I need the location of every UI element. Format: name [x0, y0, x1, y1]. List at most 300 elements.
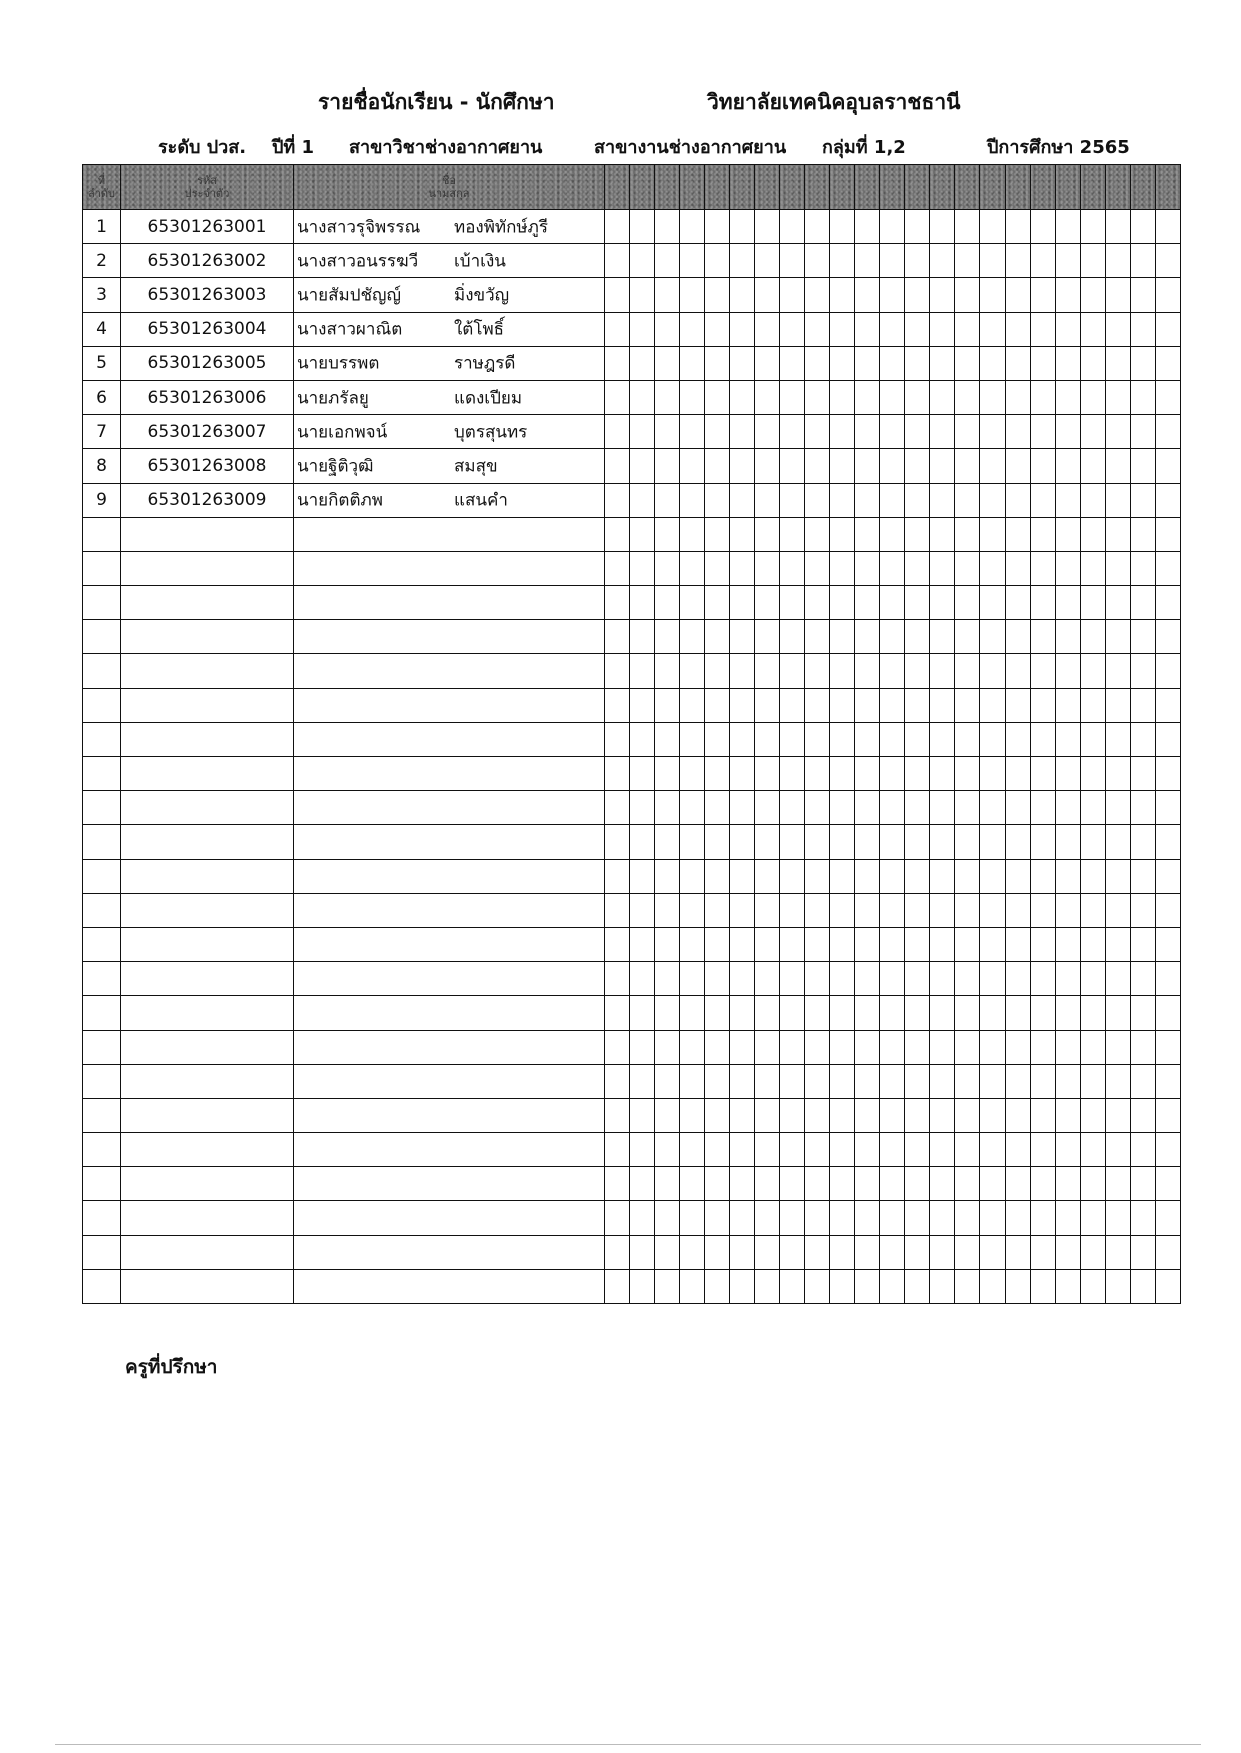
mark-cell[interactable]	[830, 244, 855, 278]
mark-cell[interactable]	[605, 825, 630, 859]
mark-cell[interactable]	[880, 1201, 905, 1235]
mark-cell[interactable]	[880, 859, 905, 893]
mark-cell[interactable]	[730, 346, 755, 380]
mark-cell[interactable]	[1105, 210, 1130, 244]
mark-cell[interactable]	[1030, 757, 1055, 791]
mark-cell[interactable]	[780, 517, 805, 551]
mark-cell[interactable]	[805, 483, 830, 517]
mark-cell[interactable]	[730, 1030, 755, 1064]
mark-cell[interactable]	[755, 1098, 780, 1132]
mark-cell[interactable]	[1055, 859, 1080, 893]
mark-cell[interactable]	[855, 278, 880, 312]
mark-cell[interactable]	[780, 551, 805, 585]
mark-cell[interactable]	[980, 620, 1005, 654]
mark-cell[interactable]	[855, 962, 880, 996]
mark-cell[interactable]	[1105, 859, 1130, 893]
mark-cell[interactable]	[1030, 1064, 1055, 1098]
mark-cell[interactable]	[855, 517, 880, 551]
mark-cell[interactable]	[1130, 962, 1155, 996]
mark-cell[interactable]	[1005, 722, 1030, 756]
mark-cell[interactable]	[630, 996, 655, 1030]
mark-cell[interactable]	[755, 517, 780, 551]
mark-cell[interactable]	[1005, 1098, 1030, 1132]
mark-cell[interactable]	[780, 415, 805, 449]
mark-cell[interactable]	[1030, 346, 1055, 380]
mark-cell[interactable]	[780, 1235, 805, 1269]
mark-cell[interactable]	[955, 449, 980, 483]
mark-cell[interactable]	[880, 244, 905, 278]
mark-cell[interactable]	[955, 825, 980, 859]
mark-cell[interactable]	[705, 517, 730, 551]
mark-cell[interactable]	[930, 688, 955, 722]
mark-cell[interactable]	[905, 586, 930, 620]
mark-cell[interactable]	[1005, 1064, 1030, 1098]
mark-cell[interactable]	[805, 927, 830, 961]
mark-cell[interactable]	[655, 517, 680, 551]
mark-cell[interactable]	[705, 825, 730, 859]
mark-cell[interactable]	[705, 1167, 730, 1201]
mark-cell[interactable]	[930, 483, 955, 517]
mark-cell[interactable]	[730, 927, 755, 961]
mark-cell[interactable]	[680, 1201, 705, 1235]
mark-cell[interactable]	[1055, 1098, 1080, 1132]
mark-cell[interactable]	[1155, 551, 1180, 585]
mark-cell[interactable]	[955, 722, 980, 756]
mark-cell[interactable]	[830, 1201, 855, 1235]
mark-cell[interactable]	[1130, 996, 1155, 1030]
mark-cell[interactable]	[1055, 1030, 1080, 1064]
mark-cell[interactable]	[805, 996, 830, 1030]
mark-cell[interactable]	[630, 210, 655, 244]
mark-cell[interactable]	[705, 1235, 730, 1269]
mark-cell[interactable]	[605, 962, 630, 996]
mark-cell[interactable]	[880, 1269, 905, 1303]
mark-cell[interactable]	[880, 757, 905, 791]
mark-cell[interactable]	[930, 312, 955, 346]
mark-cell[interactable]	[905, 483, 930, 517]
mark-cell[interactable]	[830, 483, 855, 517]
mark-cell[interactable]	[730, 1235, 755, 1269]
mark-cell[interactable]	[1105, 380, 1130, 414]
mark-cell[interactable]	[980, 927, 1005, 961]
mark-cell[interactable]	[1005, 996, 1030, 1030]
mark-cell[interactable]	[630, 380, 655, 414]
mark-cell[interactable]	[605, 1064, 630, 1098]
mark-cell[interactable]	[930, 791, 955, 825]
mark-cell[interactable]	[1130, 210, 1155, 244]
mark-cell[interactable]	[1105, 722, 1130, 756]
mark-cell[interactable]	[605, 927, 630, 961]
mark-cell[interactable]	[605, 1167, 630, 1201]
mark-cell[interactable]	[680, 688, 705, 722]
mark-cell[interactable]	[1155, 483, 1180, 517]
mark-cell[interactable]	[880, 825, 905, 859]
mark-cell[interactable]	[905, 1269, 930, 1303]
mark-cell[interactable]	[780, 996, 805, 1030]
mark-cell[interactable]	[855, 1133, 880, 1167]
mark-cell[interactable]	[830, 312, 855, 346]
mark-cell[interactable]	[905, 380, 930, 414]
mark-cell[interactable]	[1055, 210, 1080, 244]
mark-cell[interactable]	[1130, 517, 1155, 551]
mark-cell[interactable]	[1055, 1133, 1080, 1167]
mark-cell[interactable]	[855, 210, 880, 244]
mark-cell[interactable]	[630, 586, 655, 620]
mark-cell[interactable]	[980, 380, 1005, 414]
mark-cell[interactable]	[1155, 415, 1180, 449]
mark-cell[interactable]	[1030, 722, 1055, 756]
mark-cell[interactable]	[855, 449, 880, 483]
mark-cell[interactable]	[1080, 346, 1105, 380]
mark-cell[interactable]	[930, 893, 955, 927]
mark-cell[interactable]	[630, 893, 655, 927]
mark-cell[interactable]	[855, 996, 880, 1030]
mark-cell[interactable]	[980, 483, 1005, 517]
mark-cell[interactable]	[755, 346, 780, 380]
mark-cell[interactable]	[980, 312, 1005, 346]
mark-cell[interactable]	[705, 346, 730, 380]
mark-cell[interactable]	[730, 449, 755, 483]
mark-cell[interactable]	[1055, 244, 1080, 278]
mark-cell[interactable]	[905, 825, 930, 859]
mark-cell[interactable]	[880, 620, 905, 654]
mark-cell[interactable]	[605, 996, 630, 1030]
mark-cell[interactable]	[655, 757, 680, 791]
mark-cell[interactable]	[855, 859, 880, 893]
mark-cell[interactable]	[980, 210, 1005, 244]
mark-cell[interactable]	[1080, 380, 1105, 414]
mark-cell[interactable]	[805, 380, 830, 414]
mark-cell[interactable]	[1080, 757, 1105, 791]
mark-cell[interactable]	[1105, 483, 1130, 517]
mark-cell[interactable]	[955, 1064, 980, 1098]
mark-cell[interactable]	[705, 757, 730, 791]
mark-cell[interactable]	[1055, 380, 1080, 414]
mark-cell[interactable]	[955, 483, 980, 517]
mark-cell[interactable]	[805, 654, 830, 688]
mark-cell[interactable]	[605, 722, 630, 756]
mark-cell[interactable]	[1130, 586, 1155, 620]
mark-cell[interactable]	[980, 1201, 1005, 1235]
mark-cell[interactable]	[905, 449, 930, 483]
mark-cell[interactable]	[630, 1098, 655, 1132]
mark-cell[interactable]	[1155, 654, 1180, 688]
mark-cell[interactable]	[1080, 722, 1105, 756]
mark-cell[interactable]	[955, 893, 980, 927]
mark-cell[interactable]	[955, 244, 980, 278]
mark-cell[interactable]	[630, 620, 655, 654]
mark-cell[interactable]	[680, 927, 705, 961]
mark-cell[interactable]	[805, 1030, 830, 1064]
mark-cell[interactable]	[880, 1030, 905, 1064]
mark-cell[interactable]	[1055, 893, 1080, 927]
mark-cell[interactable]	[605, 1133, 630, 1167]
mark-cell[interactable]	[755, 825, 780, 859]
mark-cell[interactable]	[830, 927, 855, 961]
mark-cell[interactable]	[1155, 380, 1180, 414]
mark-cell[interactable]	[1030, 517, 1055, 551]
mark-cell[interactable]	[605, 1098, 630, 1132]
mark-cell[interactable]	[805, 620, 830, 654]
mark-cell[interactable]	[930, 722, 955, 756]
mark-cell[interactable]	[955, 312, 980, 346]
mark-cell[interactable]	[605, 244, 630, 278]
mark-cell[interactable]	[630, 722, 655, 756]
mark-cell[interactable]	[730, 483, 755, 517]
mark-cell[interactable]	[805, 1167, 830, 1201]
mark-cell[interactable]	[1080, 244, 1105, 278]
mark-cell[interactable]	[930, 757, 955, 791]
mark-cell[interactable]	[655, 483, 680, 517]
mark-cell[interactable]	[630, 1030, 655, 1064]
mark-cell[interactable]	[1080, 1133, 1105, 1167]
mark-cell[interactable]	[1055, 962, 1080, 996]
mark-cell[interactable]	[905, 620, 930, 654]
mark-cell[interactable]	[855, 620, 880, 654]
mark-cell[interactable]	[855, 722, 880, 756]
mark-cell[interactable]	[1080, 517, 1105, 551]
mark-cell[interactable]	[730, 1133, 755, 1167]
mark-cell[interactable]	[705, 244, 730, 278]
mark-cell[interactable]	[930, 586, 955, 620]
mark-cell[interactable]	[1130, 483, 1155, 517]
mark-cell[interactable]	[1080, 551, 1105, 585]
mark-cell[interactable]	[755, 1167, 780, 1201]
mark-cell[interactable]	[930, 1030, 955, 1064]
mark-cell[interactable]	[680, 962, 705, 996]
mark-cell[interactable]	[930, 278, 955, 312]
mark-cell[interactable]	[1155, 791, 1180, 825]
mark-cell[interactable]	[1080, 962, 1105, 996]
mark-cell[interactable]	[705, 449, 730, 483]
mark-cell[interactable]	[830, 210, 855, 244]
mark-cell[interactable]	[605, 551, 630, 585]
mark-cell[interactable]	[655, 893, 680, 927]
mark-cell[interactable]	[1055, 517, 1080, 551]
mark-cell[interactable]	[1005, 244, 1030, 278]
mark-cell[interactable]	[805, 688, 830, 722]
mark-cell[interactable]	[880, 210, 905, 244]
mark-cell[interactable]	[855, 1235, 880, 1269]
mark-cell[interactable]	[730, 620, 755, 654]
mark-cell[interactable]	[680, 278, 705, 312]
mark-cell[interactable]	[830, 1030, 855, 1064]
mark-cell[interactable]	[705, 1269, 730, 1303]
mark-cell[interactable]	[705, 278, 730, 312]
mark-cell[interactable]	[730, 1098, 755, 1132]
mark-cell[interactable]	[905, 1201, 930, 1235]
mark-cell[interactable]	[680, 210, 705, 244]
mark-cell[interactable]	[1030, 688, 1055, 722]
mark-cell[interactable]	[980, 1030, 1005, 1064]
mark-cell[interactable]	[830, 757, 855, 791]
mark-cell[interactable]	[1155, 346, 1180, 380]
mark-cell[interactable]	[805, 1133, 830, 1167]
mark-cell[interactable]	[705, 1064, 730, 1098]
mark-cell[interactable]	[780, 278, 805, 312]
mark-cell[interactable]	[780, 346, 805, 380]
mark-cell[interactable]	[780, 586, 805, 620]
mark-cell[interactable]	[830, 962, 855, 996]
mark-cell[interactable]	[1105, 1064, 1130, 1098]
mark-cell[interactable]	[980, 1167, 1005, 1201]
mark-cell[interactable]	[655, 791, 680, 825]
mark-cell[interactable]	[955, 551, 980, 585]
mark-cell[interactable]	[980, 688, 1005, 722]
mark-cell[interactable]	[1155, 962, 1180, 996]
mark-cell[interactable]	[1030, 1235, 1055, 1269]
mark-cell[interactable]	[855, 825, 880, 859]
mark-cell[interactable]	[1005, 346, 1030, 380]
mark-cell[interactable]	[655, 586, 680, 620]
mark-cell[interactable]	[1080, 654, 1105, 688]
mark-cell[interactable]	[1055, 483, 1080, 517]
mark-cell[interactable]	[1055, 757, 1080, 791]
mark-cell[interactable]	[755, 551, 780, 585]
mark-cell[interactable]	[630, 962, 655, 996]
mark-cell[interactable]	[1130, 722, 1155, 756]
mark-cell[interactable]	[805, 757, 830, 791]
mark-cell[interactable]	[1080, 620, 1105, 654]
mark-cell[interactable]	[980, 346, 1005, 380]
mark-cell[interactable]	[1030, 586, 1055, 620]
mark-cell[interactable]	[1105, 996, 1130, 1030]
mark-cell[interactable]	[780, 312, 805, 346]
mark-cell[interactable]	[780, 210, 805, 244]
mark-cell[interactable]	[1005, 449, 1030, 483]
mark-cell[interactable]	[830, 517, 855, 551]
mark-cell[interactable]	[755, 312, 780, 346]
mark-cell[interactable]	[1105, 1030, 1130, 1064]
mark-cell[interactable]	[805, 893, 830, 927]
mark-cell[interactable]	[1030, 825, 1055, 859]
mark-cell[interactable]	[855, 654, 880, 688]
mark-cell[interactable]	[680, 449, 705, 483]
mark-cell[interactable]	[905, 927, 930, 961]
mark-cell[interactable]	[705, 1030, 730, 1064]
mark-cell[interactable]	[930, 620, 955, 654]
mark-cell[interactable]	[705, 893, 730, 927]
mark-cell[interactable]	[830, 449, 855, 483]
mark-cell[interactable]	[1155, 1201, 1180, 1235]
mark-cell[interactable]	[655, 380, 680, 414]
mark-cell[interactable]	[1080, 688, 1105, 722]
mark-cell[interactable]	[605, 791, 630, 825]
mark-cell[interactable]	[1105, 1235, 1130, 1269]
mark-cell[interactable]	[880, 1098, 905, 1132]
mark-cell[interactable]	[955, 962, 980, 996]
mark-cell[interactable]	[1155, 278, 1180, 312]
mark-cell[interactable]	[1155, 1133, 1180, 1167]
mark-cell[interactable]	[855, 380, 880, 414]
mark-cell[interactable]	[755, 278, 780, 312]
mark-cell[interactable]	[1030, 1133, 1055, 1167]
mark-cell[interactable]	[830, 415, 855, 449]
mark-cell[interactable]	[930, 380, 955, 414]
mark-cell[interactable]	[1105, 927, 1130, 961]
mark-cell[interactable]	[1130, 859, 1155, 893]
mark-cell[interactable]	[905, 757, 930, 791]
mark-cell[interactable]	[680, 1167, 705, 1201]
mark-cell[interactable]	[680, 312, 705, 346]
mark-cell[interactable]	[930, 415, 955, 449]
mark-cell[interactable]	[755, 1269, 780, 1303]
mark-cell[interactable]	[905, 996, 930, 1030]
mark-cell[interactable]	[855, 551, 880, 585]
mark-cell[interactable]	[1080, 449, 1105, 483]
mark-cell[interactable]	[1130, 1235, 1155, 1269]
mark-cell[interactable]	[805, 586, 830, 620]
mark-cell[interactable]	[1005, 1167, 1030, 1201]
mark-cell[interactable]	[805, 346, 830, 380]
mark-cell[interactable]	[730, 996, 755, 1030]
mark-cell[interactable]	[930, 962, 955, 996]
mark-cell[interactable]	[1030, 415, 1055, 449]
mark-cell[interactable]	[1130, 791, 1155, 825]
mark-cell[interactable]	[780, 927, 805, 961]
mark-cell[interactable]	[630, 791, 655, 825]
mark-cell[interactable]	[1005, 654, 1030, 688]
mark-cell[interactable]	[1005, 380, 1030, 414]
mark-cell[interactable]	[1030, 620, 1055, 654]
mark-cell[interactable]	[1005, 1133, 1030, 1167]
mark-cell[interactable]	[605, 688, 630, 722]
mark-cell[interactable]	[705, 312, 730, 346]
mark-cell[interactable]	[1030, 278, 1055, 312]
mark-cell[interactable]	[930, 996, 955, 1030]
mark-cell[interactable]	[655, 1201, 680, 1235]
mark-cell[interactable]	[1055, 722, 1080, 756]
mark-cell[interactable]	[705, 210, 730, 244]
mark-cell[interactable]	[855, 1030, 880, 1064]
mark-cell[interactable]	[1005, 210, 1030, 244]
mark-cell[interactable]	[905, 962, 930, 996]
mark-cell[interactable]	[780, 825, 805, 859]
mark-cell[interactable]	[630, 312, 655, 346]
mark-cell[interactable]	[1055, 927, 1080, 961]
mark-cell[interactable]	[1105, 1167, 1130, 1201]
mark-cell[interactable]	[605, 449, 630, 483]
mark-cell[interactable]	[630, 757, 655, 791]
mark-cell[interactable]	[930, 1235, 955, 1269]
mark-cell[interactable]	[630, 1167, 655, 1201]
mark-cell[interactable]	[805, 1098, 830, 1132]
mark-cell[interactable]	[780, 791, 805, 825]
mark-cell[interactable]	[805, 278, 830, 312]
mark-cell[interactable]	[1030, 1201, 1055, 1235]
mark-cell[interactable]	[1080, 825, 1105, 859]
mark-cell[interactable]	[980, 449, 1005, 483]
mark-cell[interactable]	[1130, 551, 1155, 585]
mark-cell[interactable]	[630, 449, 655, 483]
mark-cell[interactable]	[905, 1167, 930, 1201]
mark-cell[interactable]	[1105, 825, 1130, 859]
mark-cell[interactable]	[655, 825, 680, 859]
mark-cell[interactable]	[1030, 312, 1055, 346]
mark-cell[interactable]	[755, 791, 780, 825]
mark-cell[interactable]	[1005, 1269, 1030, 1303]
mark-cell[interactable]	[1005, 415, 1030, 449]
mark-cell[interactable]	[1005, 551, 1030, 585]
mark-cell[interactable]	[1030, 483, 1055, 517]
mark-cell[interactable]	[680, 346, 705, 380]
mark-cell[interactable]	[755, 586, 780, 620]
mark-cell[interactable]	[880, 586, 905, 620]
mark-cell[interactable]	[1005, 927, 1030, 961]
mark-cell[interactable]	[880, 1133, 905, 1167]
mark-cell[interactable]	[980, 1133, 1005, 1167]
mark-cell[interactable]	[1055, 688, 1080, 722]
